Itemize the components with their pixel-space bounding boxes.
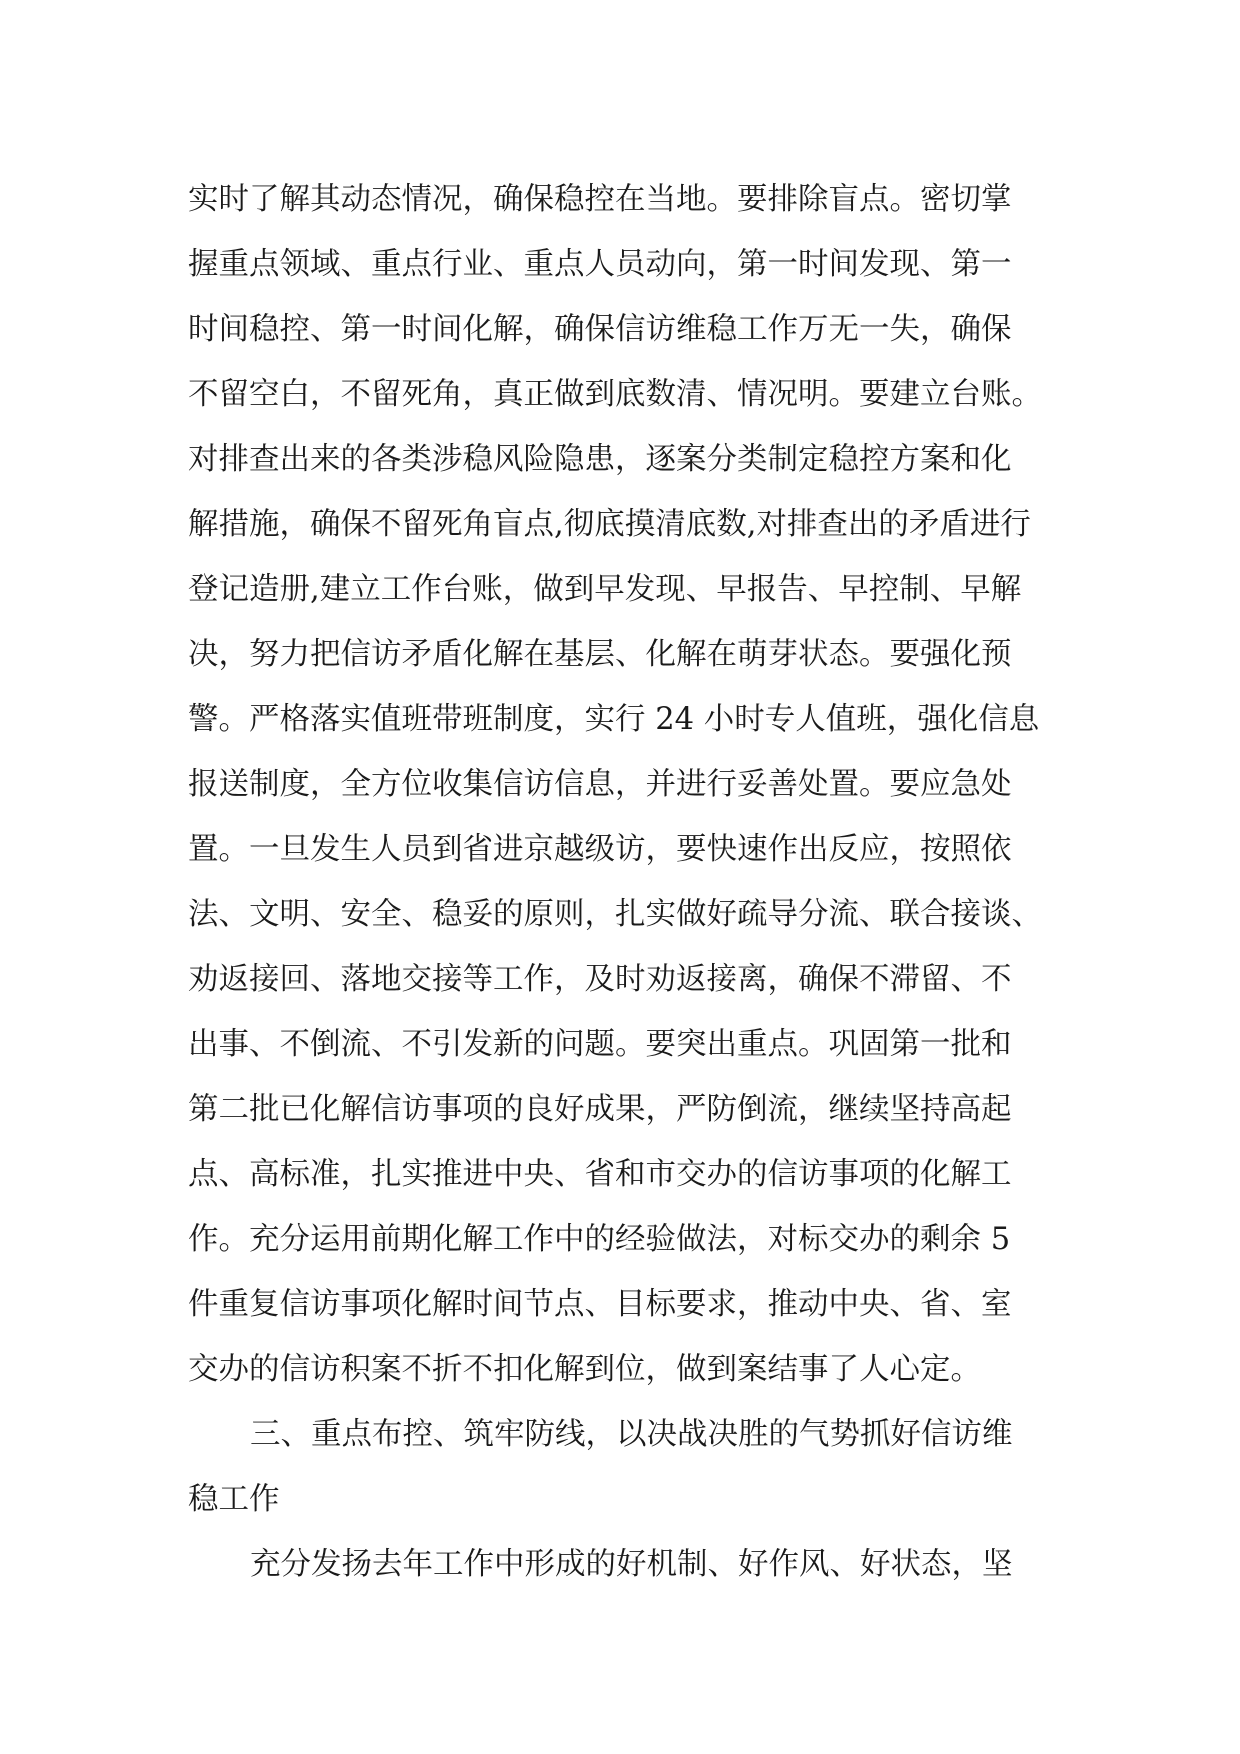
text-line: 第二批已化解信访事项的良好成果，严防倒流，继续坚持高起 (188, 1092, 1012, 1127)
text-line: 置。一旦发生人员到省进京越级访，要快速作出反应，按照依 (188, 832, 1012, 867)
text-line: 法、文明、安全、稳妥的原则，扎实做好疏导分流、联合接谈、 (188, 897, 1042, 932)
paragraph-start-line: 充分发扬去年工作中形成的好机制、好作风、好状态，坚 (250, 1547, 1013, 1582)
text-line: 决，努力把信访矛盾化解在基层、化解在萌芽状态。要强化预 (188, 637, 1012, 672)
text-line: 对排查出来的各类涉稳风险隐患，逐案分类制定稳控方案和化 (188, 442, 1012, 477)
text-line: 登记造册,建立工作台账，做到早发现、早报告、早控制、早解 (188, 572, 1022, 607)
text-line: 出事、不倒流、不引发新的问题。要突出重点。巩固第一批和 (188, 1027, 1012, 1062)
text-line: 实时了解其动态情况，确保稳控在当地。要排除盲点。密切掌 (188, 182, 1012, 217)
text-line: 劝返接回、落地交接等工作，及时劝返接离，确保不滞留、不 (188, 962, 1012, 997)
text-line: 警。严格落实值班带班制度，实行 24 小时专人值班，强化信息 (188, 702, 1040, 737)
text-line: 时间稳控、第一时间化解，确保信访维稳工作万无一失，确保 (188, 312, 1012, 347)
body-text (188, 167, 1068, 1597)
text-line: 握重点领域、重点行业、重点人员动向，第一时间发现、第一 (188, 247, 1012, 282)
text-line: 点、高标准，扎实推进中央、省和市交办的信访事项的化解工 (188, 1157, 1012, 1192)
text-line: 交办的信访积案不折不扣化解到位，做到案结事了人心定。 (188, 1352, 981, 1387)
text-line: 解措施，确保不留死角盲点,彻底摸清底数,对排查出的矛盾进行 (188, 507, 1031, 542)
text-line: 不留空白，不留死角，真正做到底数清、情况明。要建立台账。 (188, 377, 1042, 412)
section-heading-line: 三、重点布控、筑牢防线，以决战决胜的气势抓好信访维 (250, 1417, 1013, 1452)
text-line: 报送制度，全方位收集信访信息，并进行妥善处置。要应急处 (188, 767, 1012, 802)
text-line: 作。充分运用前期化解工作中的经验做法，对标交办的剩余 5 (188, 1222, 1011, 1257)
text-line: 件重复信访事项化解时间节点、目标要求，推动中央、省、室 (188, 1287, 1012, 1322)
section-heading-line: 稳工作 (188, 1482, 280, 1517)
